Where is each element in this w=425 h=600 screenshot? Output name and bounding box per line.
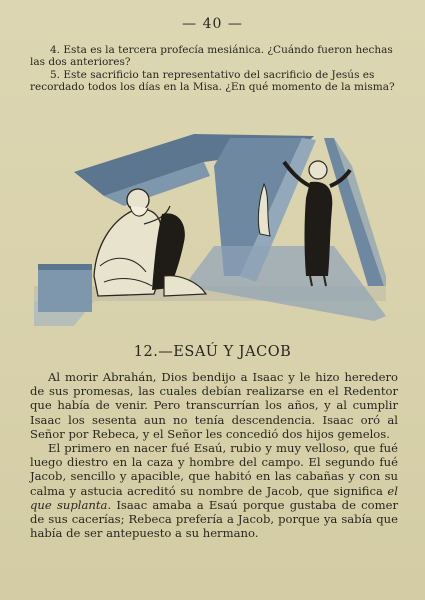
paragraph xyxy=(30,441,398,540)
page-number: — 40 — xyxy=(182,16,243,32)
paragraph: Al morir Abrahán, Dios bendijo a Isaac y le hizo heredero de sus promesas, las cuales debían realizarse en el Redentor que había de venir. Pero transcurrían los años, y al cumplir Isaac los sesenta aun no tenía descendencia. Isaac oró al Señor por Rebeca, y el Señor les concedió dos hijos gemelos. xyxy=(30,370,398,441)
question-number: 4. xyxy=(50,44,61,56)
question-text: Esta es la tercera profecía mesiánica. ¿Cuándo fueron hechas las dos anteriores? xyxy=(30,44,393,68)
paragraph-text: . Isaac amaba a Esaú porque gustaba de comer de sus cacerías; Rebeca prefería a Jacob, porque ya sabía que había de ser antepuesto a su hermano. xyxy=(30,497,398,541)
question-text: Este sacrificio tan representativo del sacrificio de Jesús es recordado todos los días en la Misa. ¿En qué momento de la misma? xyxy=(30,69,395,93)
paragraph-text: El primero en nacer fué Esaú, rubio y muy velloso, que fué luego diestro en la caza y hombre del campo. El segundo fué Jacob, sencillo y apacible, que habitó en las cabañas y con su calma y astucia acreditó su nombre de Jacob, que significa xyxy=(30,441,398,498)
question-4 xyxy=(30,44,402,68)
italic-phrase: el que suplanta xyxy=(30,483,398,512)
question-number: 5. xyxy=(50,69,61,81)
chapter-body xyxy=(30,370,398,540)
chapter-title: 12.—ESAÚ Y JACOB xyxy=(133,344,292,360)
question-5 xyxy=(30,69,402,93)
isaac-blessing-jacob-illustration xyxy=(34,126,386,328)
review-questions xyxy=(30,44,402,93)
